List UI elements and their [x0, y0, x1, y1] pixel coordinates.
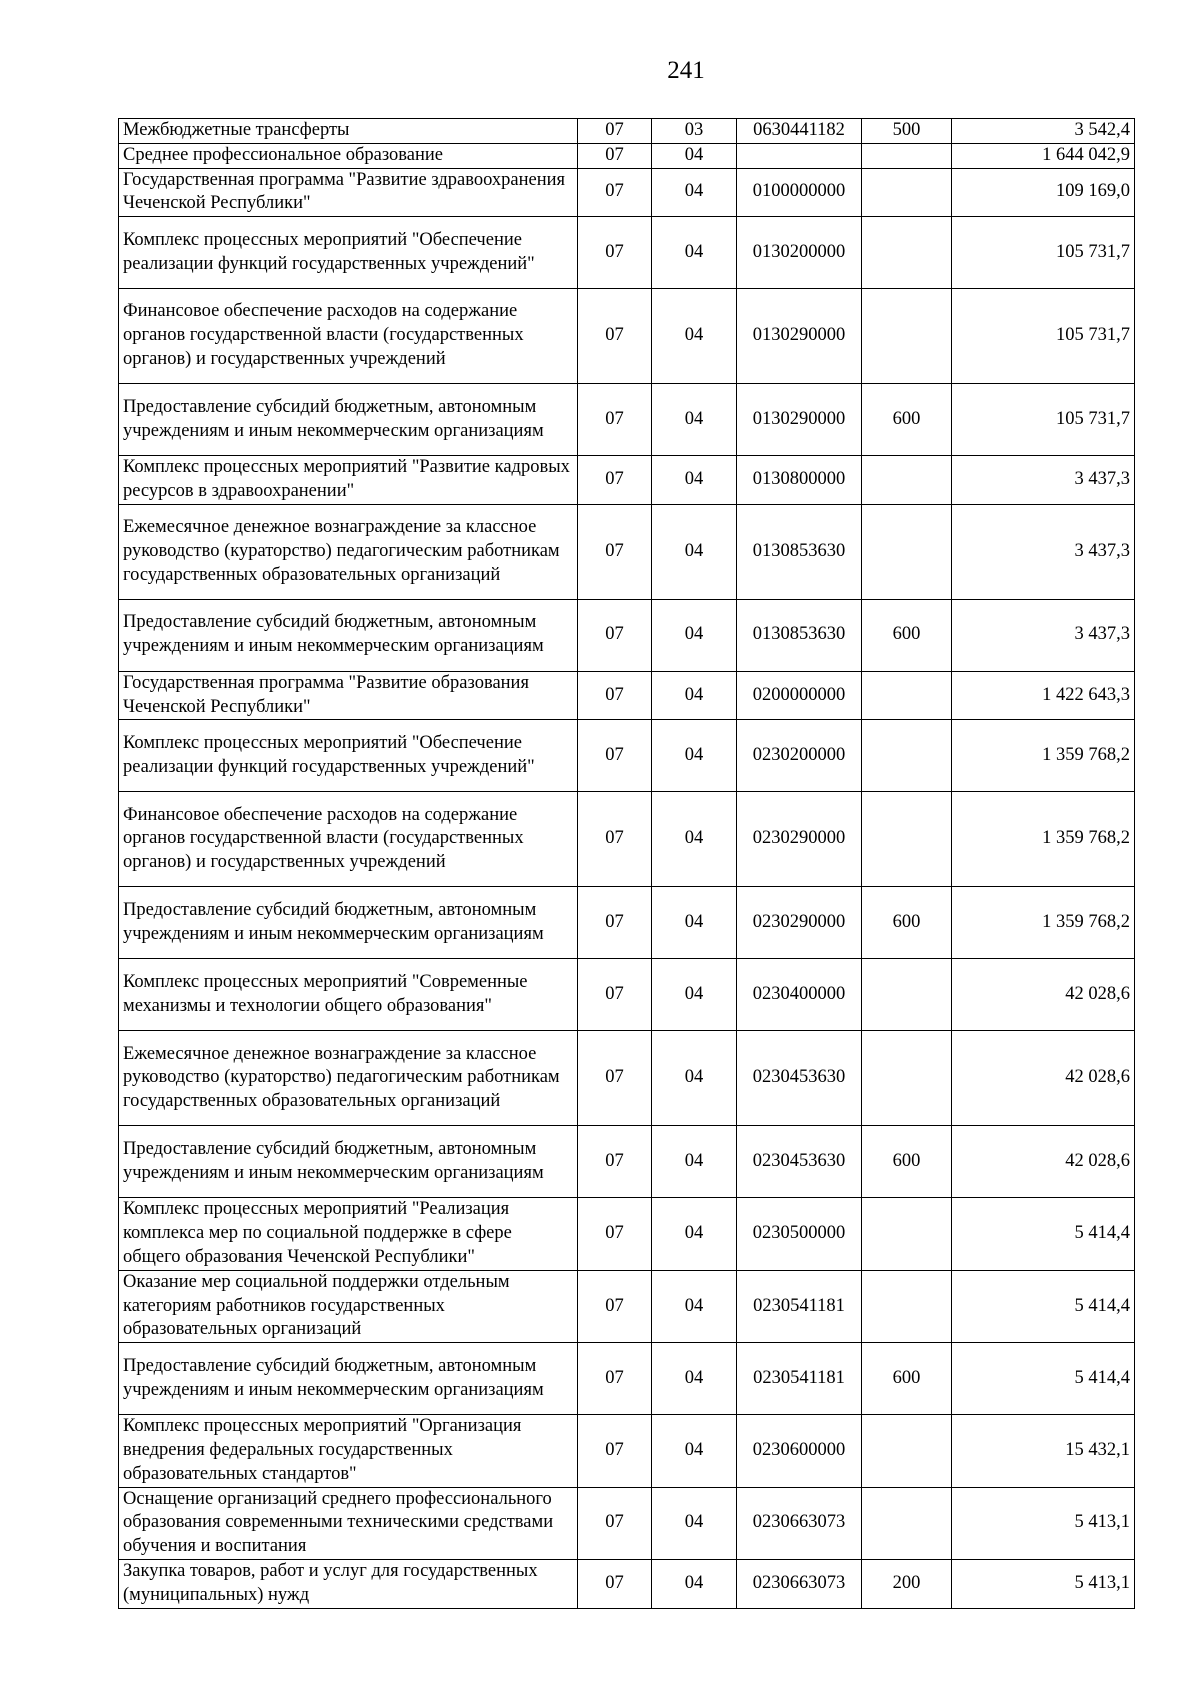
row-name: Комплекс процессных мероприятий "Развитие кадровых ресурсов в здравоохранении" [119, 456, 578, 505]
row-amount: 3 437,3 [952, 456, 1135, 505]
row-subsection: 04 [652, 289, 737, 384]
table-row [119, 143, 1135, 168]
row-target-article: 0230453630 [737, 1031, 862, 1126]
row-target-article: 0630441182 [737, 119, 862, 144]
row-section: 07 [578, 217, 652, 289]
row-amount: 5 414,4 [952, 1198, 1135, 1270]
row-subsection: 04 [652, 720, 737, 792]
row-expense-type [862, 143, 952, 168]
table-row [119, 1198, 1135, 1270]
row-target-article: 0100000000 [737, 168, 862, 217]
row-subsection: 04 [652, 1270, 737, 1342]
row-expense-type [862, 671, 952, 720]
row-amount: 15 432,1 [952, 1415, 1135, 1487]
row-amount: 3 542,4 [952, 119, 1135, 144]
row-name: Закупка товаров, работ и услуг для государственных (муниципальных) нужд [119, 1559, 578, 1608]
row-name: Комплекс процессных мероприятий "Обеспечение реализации функций государственных учреждений" [119, 217, 578, 289]
row-amount: 5 413,1 [952, 1559, 1135, 1608]
row-name: Ежемесячное денежное вознаграждение за классное руководство (кураторство) педагогическим работникам государственных образовательных организаций [119, 1031, 578, 1126]
table-row [119, 168, 1135, 217]
row-subsection: 04 [652, 792, 737, 887]
row-amount: 1 644 042,9 [952, 143, 1135, 168]
page-number: 241 [667, 57, 705, 84]
row-name: Оказание мер социальной поддержки отдельным категориям работников государственных образовательных организаций [119, 1270, 578, 1342]
row-subsection: 04 [652, 168, 737, 217]
row-amount: 1 359 768,2 [952, 792, 1135, 887]
row-amount: 42 028,6 [952, 1126, 1135, 1198]
row-expense-type [862, 289, 952, 384]
row-target-article: 0130200000 [737, 217, 862, 289]
row-section: 07 [578, 289, 652, 384]
table-row [119, 1559, 1135, 1608]
row-target-article: 0230541181 [737, 1343, 862, 1415]
row-expense-type [862, 1487, 952, 1559]
row-subsection: 03 [652, 119, 737, 144]
row-section: 07 [578, 959, 652, 1031]
row-expense-type [862, 959, 952, 1031]
row-expense-type [862, 792, 952, 887]
row-amount: 1 422 643,3 [952, 671, 1135, 720]
table-row [119, 217, 1135, 289]
budget-table [118, 118, 1135, 1609]
row-section: 07 [578, 1198, 652, 1270]
row-section: 07 [578, 119, 652, 144]
row-amount: 1 359 768,2 [952, 720, 1135, 792]
row-section: 07 [578, 1126, 652, 1198]
row-name: Комплекс процессных мероприятий "Организация внедрения федеральных государственных образовательных стандартов" [119, 1415, 578, 1487]
row-section: 07 [578, 671, 652, 720]
table-row [119, 504, 1135, 599]
row-section: 07 [578, 504, 652, 599]
row-target-article: 0230290000 [737, 887, 862, 959]
table-row [119, 959, 1135, 1031]
row-target-article: 0230453630 [737, 1126, 862, 1198]
row-subsection: 04 [652, 1031, 737, 1126]
row-expense-type [862, 1198, 952, 1270]
row-target-article: 0200000000 [737, 671, 862, 720]
row-name: Комплекс процессных мероприятий "Обеспечение реализации функций государственных учреждений" [119, 720, 578, 792]
table-row [119, 1487, 1135, 1559]
row-subsection: 04 [652, 1126, 737, 1198]
row-name: Предоставление субсидий бюджетным, автономным учреждениям и иным некоммерческим организациям [119, 1126, 578, 1198]
row-amount: 3 437,3 [952, 599, 1135, 671]
row-expense-type: 500 [862, 119, 952, 144]
row-expense-type: 600 [862, 1126, 952, 1198]
table-row [119, 119, 1135, 144]
row-amount: 42 028,6 [952, 1031, 1135, 1126]
row-subsection: 04 [652, 1343, 737, 1415]
row-name: Ежемесячное денежное вознаграждение за классное руководство (кураторство) педагогическим работникам государственных образовательных организаций [119, 504, 578, 599]
row-expense-type: 600 [862, 1343, 952, 1415]
row-target-article: 0230400000 [737, 959, 862, 1031]
row-target-article: 0230600000 [737, 1415, 862, 1487]
row-section: 07 [578, 1343, 652, 1415]
row-subsection: 04 [652, 143, 737, 168]
row-subsection: 04 [652, 1198, 737, 1270]
row-expense-type: 600 [862, 384, 952, 456]
row-target-article: 0130290000 [737, 384, 862, 456]
row-section: 07 [578, 792, 652, 887]
row-amount: 5 413,1 [952, 1487, 1135, 1559]
row-section: 07 [578, 168, 652, 217]
row-subsection: 04 [652, 1415, 737, 1487]
row-section: 07 [578, 720, 652, 792]
row-expense-type: 600 [862, 887, 952, 959]
row-amount: 109 169,0 [952, 168, 1135, 217]
row-target-article: 0130800000 [737, 456, 862, 505]
row-subsection: 04 [652, 599, 737, 671]
row-subsection: 04 [652, 384, 737, 456]
row-name: Оснащение организаций среднего профессионального образования современными техническими средствами обучения и воспитания [119, 1487, 578, 1559]
table-row [119, 671, 1135, 720]
row-name: Межбюджетные трансферты [119, 119, 578, 144]
row-expense-type: 600 [862, 599, 952, 671]
row-name: Комплекс процессных мероприятий "Современные механизмы и технологии общего образования" [119, 959, 578, 1031]
row-subsection: 04 [652, 1487, 737, 1559]
table-row [119, 1415, 1135, 1487]
table-row [119, 289, 1135, 384]
row-amount: 5 414,4 [952, 1343, 1135, 1415]
row-subsection: 04 [652, 456, 737, 505]
table-row [119, 384, 1135, 456]
row-expense-type: 200 [862, 1559, 952, 1608]
table-row [119, 599, 1135, 671]
row-section: 07 [578, 1270, 652, 1342]
row-section: 07 [578, 1031, 652, 1126]
row-name: Предоставление субсидий бюджетным, автономным учреждениям и иным некоммерческим организациям [119, 599, 578, 671]
row-name: Финансовое обеспечение расходов на содержание органов государственной власти (государственных органов) и государственных учреждений [119, 792, 578, 887]
row-name: Государственная программа "Развитие здравоохранения Чеченской Республики" [119, 168, 578, 217]
row-expense-type [862, 504, 952, 599]
row-section: 07 [578, 456, 652, 505]
row-subsection: 04 [652, 1559, 737, 1608]
row-target-article: 0230290000 [737, 792, 862, 887]
row-target-article: 0130290000 [737, 289, 862, 384]
row-section: 07 [578, 1415, 652, 1487]
row-expense-type [862, 720, 952, 792]
row-section: 07 [578, 143, 652, 168]
row-subsection: 04 [652, 504, 737, 599]
row-section: 07 [578, 887, 652, 959]
row-section: 07 [578, 384, 652, 456]
row-amount: 5 414,4 [952, 1270, 1135, 1342]
row-amount: 42 028,6 [952, 959, 1135, 1031]
row-target-article [737, 143, 862, 168]
row-subsection: 04 [652, 887, 737, 959]
row-name: Предоставление субсидий бюджетным, автономным учреждениям и иным некоммерческим организациям [119, 887, 578, 959]
row-subsection: 04 [652, 959, 737, 1031]
table-row [119, 1270, 1135, 1342]
row-section: 07 [578, 1487, 652, 1559]
row-name: Предоставление субсидий бюджетным, автономным учреждениям и иным некоммерческим организациям [119, 1343, 578, 1415]
row-name: Предоставление субсидий бюджетным, автономным учреждениям и иным некоммерческим организациям [119, 384, 578, 456]
row-target-article: 0230200000 [737, 720, 862, 792]
row-amount: 105 731,7 [952, 217, 1135, 289]
row-target-article: 0230663073 [737, 1559, 862, 1608]
row-expense-type [862, 1270, 952, 1342]
row-expense-type [862, 456, 952, 505]
table-row [119, 1031, 1135, 1126]
table-row [119, 1343, 1135, 1415]
row-section: 07 [578, 599, 652, 671]
row-expense-type [862, 168, 952, 217]
row-target-article: 0230500000 [737, 1198, 862, 1270]
row-name: Финансовое обеспечение расходов на содержание органов государственной власти (государственных органов) и государственных учреждений [119, 289, 578, 384]
table-row [119, 720, 1135, 792]
row-expense-type [862, 1031, 952, 1126]
row-target-article: 0230541181 [737, 1270, 862, 1342]
row-subsection: 04 [652, 671, 737, 720]
row-name: Государственная программа "Развитие образования Чеченской Республики" [119, 671, 578, 720]
row-target-article: 0130853630 [737, 599, 862, 671]
row-subsection: 04 [652, 217, 737, 289]
row-section: 07 [578, 1559, 652, 1608]
row-name: Среднее профессиональное образование [119, 143, 578, 168]
row-amount: 105 731,7 [952, 384, 1135, 456]
row-amount: 1 359 768,2 [952, 887, 1135, 959]
row-amount: 3 437,3 [952, 504, 1135, 599]
row-name: Комплекс процессных мероприятий "Реализация комплекса мер по социальной поддержке в сфере общего образования Чеченской Республики" [119, 1198, 578, 1270]
table-row [119, 1126, 1135, 1198]
table-row [119, 792, 1135, 887]
table-row [119, 887, 1135, 959]
row-amount: 105 731,7 [952, 289, 1135, 384]
table-row [119, 456, 1135, 505]
row-target-article: 0230663073 [737, 1487, 862, 1559]
row-expense-type [862, 217, 952, 289]
row-target-article: 0130853630 [737, 504, 862, 599]
row-expense-type [862, 1415, 952, 1487]
